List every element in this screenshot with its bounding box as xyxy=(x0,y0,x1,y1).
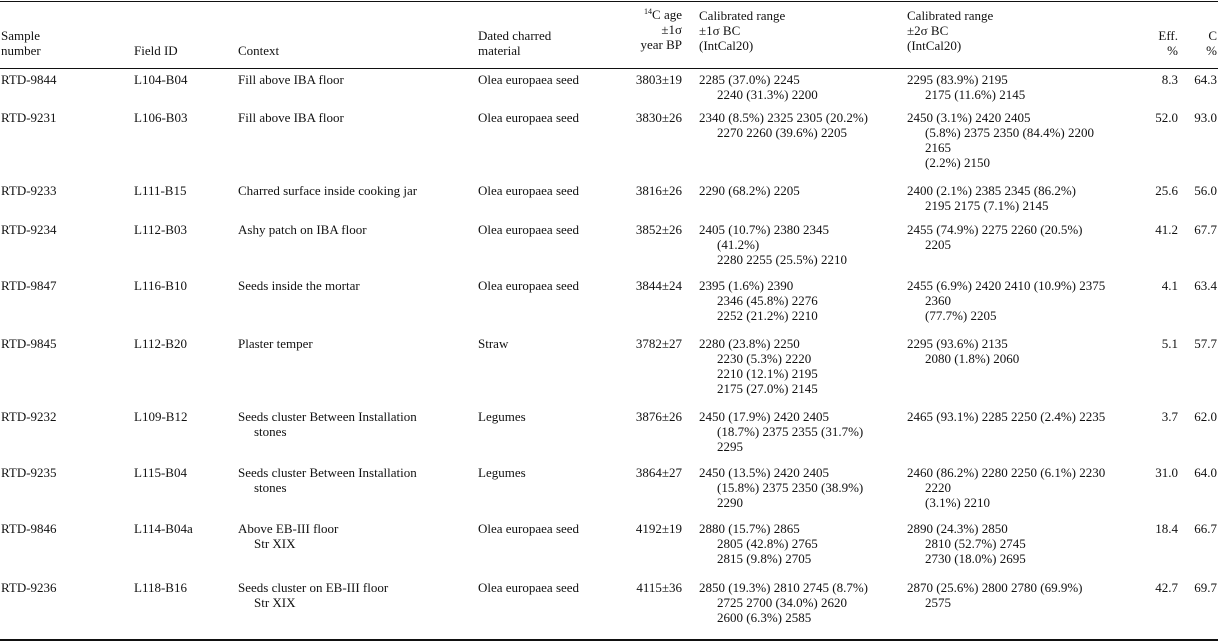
cell-c-percent: 57.7 xyxy=(1194,336,1217,351)
header-calibrated-1sigma: Calibrated range ±1σ BC (IntCal20) xyxy=(699,8,786,53)
cell-calibrated-1sigma xyxy=(699,409,899,454)
cell-calibrated-1sigma xyxy=(699,183,899,198)
cell-calibrated-1sigma-line: 2405 (10.7%) 2380 2345 xyxy=(699,222,829,237)
cell-context xyxy=(238,521,470,551)
cell-context-line: Seeds cluster Between Installation xyxy=(238,465,417,480)
cell-context-line: Charred surface inside cooking jar xyxy=(238,183,418,198)
cell-calibrated-2sigma xyxy=(907,110,1137,170)
header-context: Context xyxy=(238,43,280,58)
cell-calibrated-2sigma xyxy=(907,336,1137,366)
cell-material: Straw xyxy=(478,336,509,351)
cell-c-percent: 64.0 xyxy=(1194,465,1217,480)
cell-context xyxy=(238,278,470,293)
cell-material: Olea europaea seed xyxy=(478,521,580,536)
cell-calibrated-2sigma-line: (5.8%) 2375 2350 (84.4%) 2200 xyxy=(925,125,1094,140)
cell-sample-number: RTD-9231 xyxy=(1,110,57,125)
cell-calibrated-1sigma xyxy=(699,110,899,140)
cell-calibrated-1sigma-line: 2280 2255 (25.5%) 2210 xyxy=(717,252,847,267)
header-c14-age: $^{14}$C age ±1σ year BP xyxy=(640,7,682,52)
header-field-id: Field ID xyxy=(134,43,178,58)
cell-calibrated-2sigma-line: 2295 (93.6%) 2135 xyxy=(907,336,1008,351)
cell-calibrated-2sigma-line: (2.2%) 2150 xyxy=(925,155,990,170)
cell-c-percent: 66.7 xyxy=(1194,521,1217,536)
cell-calibrated-2sigma-line: 2195 2175 (7.1%) 2145 xyxy=(925,198,1049,213)
cell-field-id: L118-B16 xyxy=(134,580,187,595)
cell-material: Olea europaea seed xyxy=(478,72,580,87)
cell-calibrated-2sigma-line: 2575 xyxy=(925,595,951,610)
cell-material: Legumes xyxy=(478,465,526,480)
table-header-rule xyxy=(0,68,1218,69)
cell-calibrated-1sigma xyxy=(699,580,899,625)
cell-calibrated-2sigma xyxy=(907,580,1137,610)
cell-c-percent: 62.0 xyxy=(1194,409,1217,424)
cell-context-line: Fill above IBA floor xyxy=(238,72,344,87)
cell-calibrated-1sigma-line: 2252 (21.2%) 2210 xyxy=(717,308,818,323)
cell-eff: 41.2 xyxy=(1155,222,1178,237)
cell-context-line: Ashy patch on IBA floor xyxy=(238,222,367,237)
cell-calibrated-2sigma-line: 2205 xyxy=(925,237,951,252)
cell-calibrated-1sigma-line: 2240 (31.3%) 2200 xyxy=(717,87,818,102)
cell-c-percent: 64.3 xyxy=(1194,72,1217,87)
cell-field-id: L115-B04 xyxy=(134,465,187,480)
cell-context xyxy=(238,580,470,610)
cell-field-id: L112-B03 xyxy=(134,222,187,237)
cell-c14-age: 4115±36 xyxy=(636,580,682,595)
cell-calibrated-1sigma xyxy=(699,222,899,267)
cell-context-line: Str XIX xyxy=(254,536,296,551)
cell-sample-number: RTD-9233 xyxy=(1,183,57,198)
cell-calibrated-1sigma-line: (15.8%) 2375 2350 (38.9%) xyxy=(717,480,864,495)
cell-context xyxy=(238,222,470,237)
cell-field-id: L114-B04a xyxy=(134,521,193,536)
cell-calibrated-2sigma-line: 2165 xyxy=(925,140,951,155)
cell-context-line: stones xyxy=(254,424,287,439)
cell-context-line: Fill above IBA floor xyxy=(238,110,344,125)
cell-field-id: L109-B12 xyxy=(134,409,188,424)
cell-sample-number: RTD-9844 xyxy=(1,72,57,87)
cell-c-percent: 93.0 xyxy=(1194,110,1217,125)
cell-c14-age: 3864±27 xyxy=(635,465,682,480)
cell-c14-age: 3844±24 xyxy=(635,278,682,293)
cell-eff: 3.7 xyxy=(1161,409,1178,424)
cell-eff: 52.0 xyxy=(1155,110,1178,125)
cell-calibrated-2sigma-line: 2460 (86.2%) 2280 2250 (6.1%) 2230 xyxy=(907,465,1106,480)
cell-material: Legumes xyxy=(478,409,526,424)
cell-calibrated-1sigma-line: 2270 2260 (39.6%) 2205 xyxy=(717,125,847,140)
cell-calibrated-1sigma-line: 2725 2700 (34.0%) 2620 xyxy=(717,595,847,610)
cell-calibrated-2sigma xyxy=(907,222,1137,252)
cell-eff: 8.3 xyxy=(1161,72,1178,87)
header-eff: Eff. % xyxy=(1158,28,1178,58)
cell-sample-number: RTD-9235 xyxy=(1,465,57,480)
cell-calibrated-2sigma-line: 2465 (93.1%) 2285 2250 (2.4%) 2235 xyxy=(907,409,1106,424)
cell-c14-age: 3852±26 xyxy=(635,222,682,237)
cell-field-id: L112-B20 xyxy=(134,336,187,351)
table-top-rule xyxy=(0,1,1218,2)
cell-sample-number: RTD-9846 xyxy=(1,521,57,536)
cell-calibrated-1sigma-line: 2346 (45.8%) 2276 xyxy=(717,293,818,308)
cell-eff: 5.1 xyxy=(1161,336,1178,351)
cell-calibrated-1sigma-line: (41.2%) xyxy=(717,237,760,252)
cell-context xyxy=(238,110,470,125)
cell-eff: 4.1 xyxy=(1161,278,1178,293)
cell-calibrated-1sigma-line: 2815 (9.8%) 2705 xyxy=(717,551,812,566)
cell-sample-number: RTD-9845 xyxy=(1,336,57,351)
cell-calibrated-1sigma-line: 2285 (37.0%) 2245 xyxy=(699,72,800,87)
cell-c14-age: 4192±19 xyxy=(635,521,682,536)
cell-sample-number: RTD-9847 xyxy=(1,278,57,293)
cell-context-line: Seeds cluster Between Installation xyxy=(238,409,417,424)
cell-calibrated-1sigma xyxy=(699,336,899,396)
cell-material: Olea europaea seed xyxy=(478,110,580,125)
cell-context xyxy=(238,465,470,495)
cell-calibrated-1sigma-line: (18.7%) 2375 2355 (31.7%) xyxy=(717,424,864,439)
cell-field-id: L104-B04 xyxy=(134,72,188,87)
cell-context xyxy=(238,409,470,439)
cell-calibrated-2sigma-line: (3.1%) 2210 xyxy=(925,495,990,510)
cell-calibrated-1sigma-line: 2880 (15.7%) 2865 xyxy=(699,521,800,536)
cell-calibrated-1sigma-line: 2450 (13.5%) 2420 2405 xyxy=(699,465,829,480)
cell-context-line: Above EB-III floor xyxy=(238,521,339,536)
cell-calibrated-1sigma-line: 2175 (27.0%) 2145 xyxy=(717,381,818,396)
cell-calibrated-2sigma-line: 2175 (11.6%) 2145 xyxy=(925,87,1026,102)
cell-field-id: L116-B10 xyxy=(134,278,187,293)
cell-calibrated-1sigma-line: 2395 (1.6%) 2390 xyxy=(699,278,794,293)
cell-calibrated-2sigma xyxy=(907,278,1137,323)
header-material: Dated charred material xyxy=(478,28,552,58)
cell-calibrated-1sigma-line: 2600 (6.3%) 2585 xyxy=(717,610,812,625)
cell-c14-age: 3816±26 xyxy=(635,183,682,198)
cell-calibrated-2sigma-line: 2080 (1.8%) 2060 xyxy=(925,351,1020,366)
cell-eff: 42.7 xyxy=(1155,580,1178,595)
cell-context xyxy=(238,336,470,351)
cell-calibrated-2sigma-line: 2870 (25.6%) 2800 2780 (69.9%) xyxy=(907,580,1083,595)
cell-calibrated-2sigma xyxy=(907,72,1137,102)
cell-calibrated-1sigma-line: 2210 (12.1%) 2195 xyxy=(717,366,818,381)
cell-context xyxy=(238,72,470,87)
cell-eff: 18.4 xyxy=(1155,521,1178,536)
cell-sample-number: RTD-9236 xyxy=(1,580,57,595)
cell-c-percent: 63.4 xyxy=(1194,278,1217,293)
cell-calibrated-2sigma-line: 2455 (74.9%) 2275 2260 (20.5%) xyxy=(907,222,1083,237)
cell-calibrated-2sigma xyxy=(907,409,1137,424)
cell-context-line: stones xyxy=(254,480,287,495)
cell-calibrated-2sigma-line: 2295 (83.9%) 2195 xyxy=(907,72,1008,87)
cell-context-line: Str XIX xyxy=(254,595,296,610)
header-c-percent: C % xyxy=(1206,28,1217,58)
cell-calibrated-1sigma-line: 2805 (42.8%) 2765 xyxy=(717,536,818,551)
cell-calibrated-2sigma-line: 2400 (2.1%) 2385 2345 (86.2%) xyxy=(907,183,1076,198)
cell-context-line: Seeds inside the mortar xyxy=(238,278,360,293)
cell-calibrated-2sigma-line: 2890 (24.3%) 2850 xyxy=(907,521,1008,536)
cell-material: Olea europaea seed xyxy=(478,222,580,237)
cell-calibrated-1sigma xyxy=(699,521,899,566)
cell-calibrated-1sigma-line: 2450 (17.9%) 2420 2405 xyxy=(699,409,829,424)
cell-calibrated-1sigma-line: 2340 (8.5%) 2325 2305 (20.2%) xyxy=(699,110,868,125)
cell-context-line: Plaster temper xyxy=(238,336,313,351)
cell-calibrated-2sigma xyxy=(907,465,1137,510)
cell-calibrated-2sigma-line: 2810 (52.7%) 2745 xyxy=(925,536,1026,551)
cell-calibrated-1sigma xyxy=(699,465,899,510)
cell-sample-number: RTD-9234 xyxy=(1,222,57,237)
cell-material: Olea europaea seed xyxy=(478,278,580,293)
cell-eff: 25.6 xyxy=(1155,183,1178,198)
cell-c-percent: 67.7 xyxy=(1194,222,1217,237)
cell-c-percent: 69.7 xyxy=(1194,580,1217,595)
cell-calibrated-1sigma-line: 2280 (23.8%) 2250 xyxy=(699,336,800,351)
cell-calibrated-2sigma-line: 2730 (18.0%) 2695 xyxy=(925,551,1026,566)
cell-eff: 31.0 xyxy=(1155,465,1178,480)
cell-calibrated-1sigma-line: 2290 xyxy=(717,495,743,510)
cell-calibrated-1sigma-line: 2850 (19.3%) 2810 2745 (8.7%) xyxy=(699,580,868,595)
cell-calibrated-1sigma xyxy=(699,278,899,323)
header-sample-number: Sample number xyxy=(1,28,41,58)
cell-calibrated-2sigma-line: (77.7%) 2205 xyxy=(925,308,997,323)
cell-calibrated-2sigma-line: 2220 xyxy=(925,480,951,495)
cell-material: Olea europaea seed xyxy=(478,183,580,198)
header-calibrated-2sigma: Calibrated range ±2σ BC (IntCal20) xyxy=(907,8,994,53)
table-bottom-rule xyxy=(0,639,1218,641)
cell-calibrated-2sigma xyxy=(907,521,1137,566)
cell-context xyxy=(238,183,470,198)
cell-c-percent: 56.0 xyxy=(1194,183,1217,198)
cell-c14-age: 3876±26 xyxy=(635,409,682,424)
cell-c14-age: 3830±26 xyxy=(635,110,682,125)
cell-context-line: Seeds cluster on EB-III floor xyxy=(238,580,389,595)
cell-c14-age: 3803±19 xyxy=(635,72,682,87)
cell-calibrated-1sigma-line: 2295 xyxy=(717,439,743,454)
cell-field-id: L111-B15 xyxy=(134,183,187,198)
cell-calibrated-2sigma-line: 2450 (3.1%) 2420 2405 xyxy=(907,110,1031,125)
cell-field-id: L106-B03 xyxy=(134,110,188,125)
cell-calibrated-2sigma xyxy=(907,183,1137,213)
cell-calibrated-1sigma-line: 2230 (5.3%) 2220 xyxy=(717,351,812,366)
cell-calibrated-1sigma-line: 2290 (68.2%) 2205 xyxy=(699,183,800,198)
cell-calibrated-2sigma-line: 2360 xyxy=(925,293,951,308)
cell-c14-age: 3782±27 xyxy=(635,336,682,351)
cell-calibrated-2sigma-line: 2455 (6.9%) 2420 2410 (10.9%) 2375 xyxy=(907,278,1106,293)
cell-sample-number: RTD-9232 xyxy=(1,409,57,424)
cell-material: Olea europaea seed xyxy=(478,580,580,595)
cell-calibrated-1sigma xyxy=(699,72,899,102)
